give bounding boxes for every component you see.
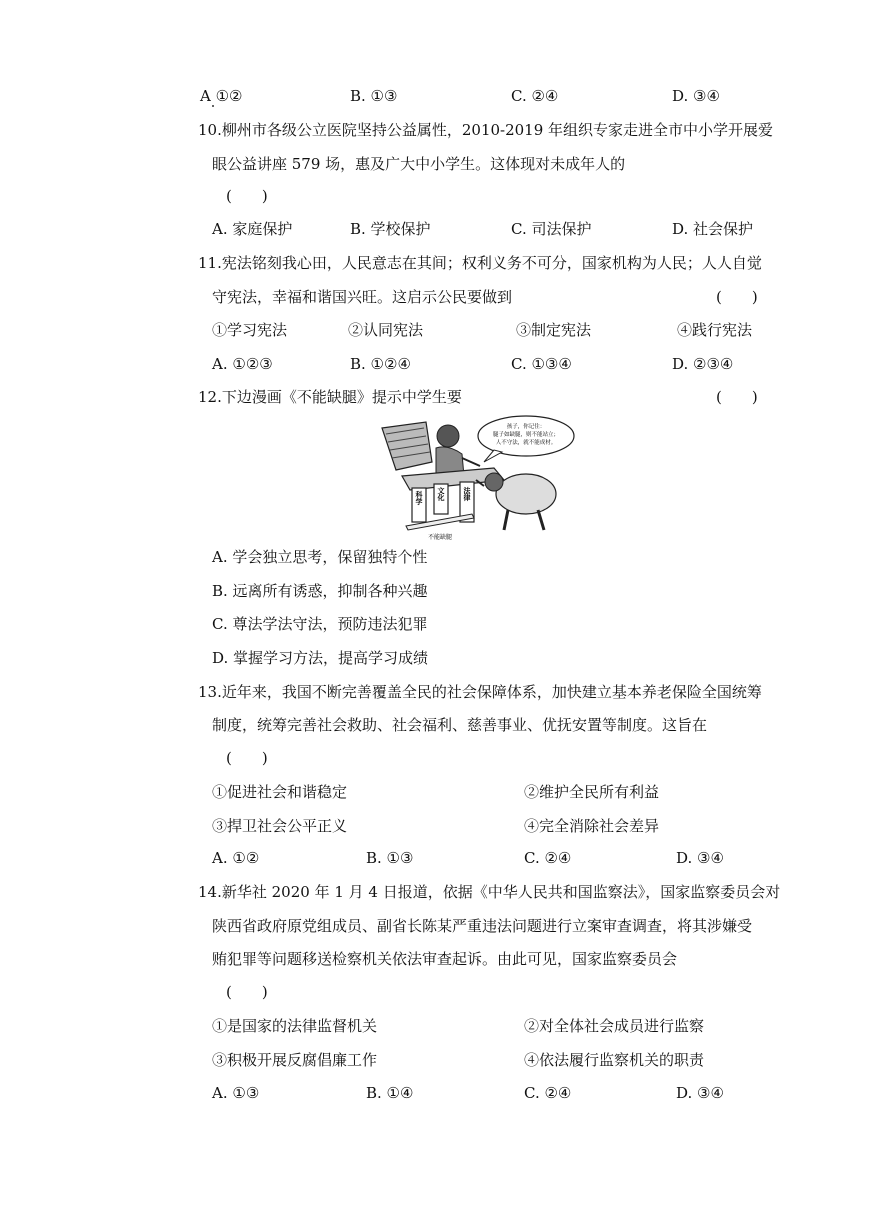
q14-option-b: B. ①④	[366, 1084, 414, 1102]
q10-stem-line2: 眼公益讲座 579 场，惠及广大中小学生。这体现对未成年人的	[212, 155, 626, 173]
q12-stem-line1: 12.下边漫画《不能缺腿》提示中学生要	[198, 388, 462, 406]
q9-option-c: C. ②④	[511, 87, 559, 105]
bubble-line-1: 孩子，你记住：	[506, 424, 546, 430]
figure-head	[437, 425, 459, 447]
q9-option-a: A ①②	[200, 87, 243, 105]
q11-item-4: ④践行宪法	[677, 321, 753, 339]
q10-answer-paren: ( )	[226, 187, 268, 205]
cartoon-image	[376, 414, 576, 542]
cartoon-caption: 不能缺腿	[427, 534, 453, 541]
q13-stem-line2: 制度，统筹完善社会救助、社会福利、慈善事业、优抚安置等制度。这旨在	[212, 716, 708, 734]
q12-option-a: A. 学会独立思考，保留独特个性	[212, 548, 428, 566]
q10-option-c: C. 司法保护	[511, 220, 592, 238]
q11-option-d: D. ②③④	[672, 355, 734, 373]
q11-stem-line1: 11.宪法铭刻我心田，人民意志在其间；权利义务不可分，国家机构为人民；人人自觉	[198, 254, 762, 272]
q11-stem-line2: 守宪法，幸福和谐国兴旺。这启示公民要做到	[212, 288, 513, 306]
q11-option-b: B. ①②④	[350, 355, 411, 373]
q14-item-2: ②对全体社会成员进行监察	[524, 1017, 705, 1035]
q14-stem-line3: 贿犯罪等问题移送检察机关依法审查起诉。由此可见，国家监察委员会	[212, 950, 678, 968]
q9-option-b: B. ①③	[350, 87, 398, 105]
bubble-line-3: 人不守法，就不能成材。	[495, 440, 557, 446]
q13-item-1: ①促进社会和谐稳定	[212, 783, 348, 801]
q13-answer-paren: ( )	[226, 749, 268, 767]
q14-option-a: A. ①③	[212, 1084, 260, 1102]
q13-option-b: B. ①③	[366, 849, 414, 867]
q12-option-b: B. 远离所有诱惑，抑制各种兴趣	[212, 582, 428, 600]
q12-option-c: C. 尊法学法守法，预防违法犯罪	[212, 615, 428, 633]
bending-figure	[496, 474, 556, 514]
q13-item-4: ④完全消除社会差异	[524, 817, 660, 835]
q10-option-b: B. 学校保护	[350, 220, 431, 238]
leg-label-law: 法律	[463, 487, 471, 501]
leg-label-culture: 文化	[437, 487, 445, 501]
q13-stem-line1: 13.近年来，我国不断完善覆盖全民的社会保障体系，加快建立基本养老保险全国统筹	[198, 683, 762, 701]
q13-option-d: D. ③④	[676, 849, 724, 867]
q14-stem-line2: 陕西省政府原党组成员、副省长陈某严重违法问题进行立案审查调查，将其涉嫌受	[212, 917, 753, 935]
q13-option-c: C. ②④	[524, 849, 572, 867]
q14-item-3: ③积极开展反腐倡廉工作	[212, 1051, 378, 1069]
stray-dot	[212, 105, 214, 107]
q11-option-a: A. ①②③	[212, 355, 273, 373]
q11-answer-paren: ( )	[716, 288, 758, 306]
q14-answer-paren: ( )	[226, 983, 268, 1001]
q14-item-1: ①是国家的法律监督机关	[212, 1017, 378, 1035]
leg-label-science: 科学	[415, 491, 423, 505]
q10-option-a: A. 家庭保护	[212, 220, 293, 238]
q13-option-a: A. ①②	[212, 849, 260, 867]
bubble-line-2: 腿子如缺腿，则不能站立；	[492, 432, 560, 438]
q14-option-c: C. ②④	[524, 1084, 572, 1102]
q12-option-d: D. 掌握学习方法，提高学习成绩	[212, 649, 429, 667]
q13-item-3: ③捍卫社会公平正义	[212, 817, 348, 835]
q11-item-2: ②认同宪法	[348, 321, 424, 339]
q11-option-c: C. ①③④	[511, 355, 572, 373]
q11-item-1: ①学习宪法	[212, 321, 288, 339]
q14-item-4: ④依法履行监察机关的职责	[524, 1051, 705, 1069]
q11-item-3: ③制定宪法	[516, 321, 592, 339]
q9-option-d: D. ③④	[672, 87, 720, 105]
q12-answer-paren: ( )	[716, 388, 758, 406]
q10-option-d: D. 社会保护	[672, 220, 754, 238]
q14-option-d: D. ③④	[676, 1084, 724, 1102]
q14-stem-line1: 14.新华社 2020 年 1 月 4 日报道，依据《中华人民共和国监察法》，国家监察委员会对	[198, 883, 781, 901]
q13-item-2: ②维护全民所有利益	[524, 783, 660, 801]
q10-stem-line1: 10.柳州市各级公立医院坚持公益属性，2010-2019 年组织专家走进全市中小学开展爱	[198, 121, 774, 139]
